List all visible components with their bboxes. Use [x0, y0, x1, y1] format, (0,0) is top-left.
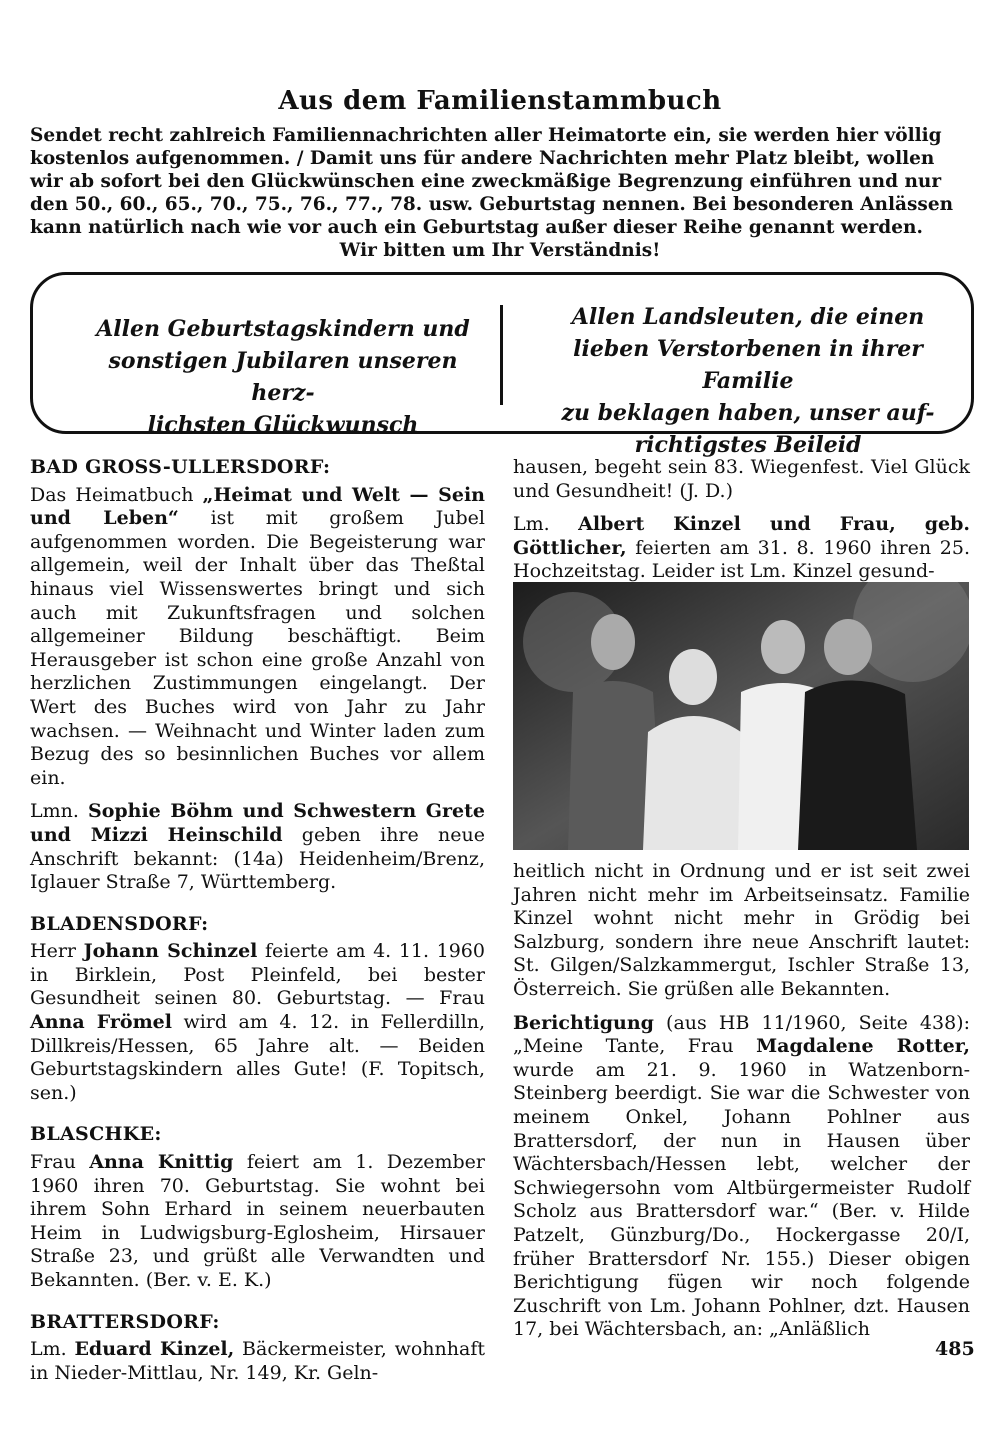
paragraph: Frau Anna Knittig feiert am 1. Dezember 1960 ihren 70. Geburtstag. Sie wohnt bei ihrem Sohn Erhard in seinem neuerbauten Heim in Ludwigsburg-Eglosheim, Hirsauer Straße 23, und grüßt alle Verwandten und Bekannten. (Ber. v. E. K.) [30, 1151, 486, 1291]
paragraph: heitlich nicht in Ordnung und er ist seit zwei Jahren nicht mehr im Arbeitseinsatz. Familie Kinzel wohnt nicht mehr in Grödig bei Salzburg, sondern ihre neue Anschrift lautet: St. Gilgen/Salzkammergut, Ischler Straße 13, Österreich. Sie grüßen alle Bekannten. [513, 860, 970, 1000]
paragraph: Lmn. Sophie Böhm und Schwestern Grete und Mizzi Heinschild geben ihre neue Anschrift bekannt: (14a) Heidenheim/Brenz, Iglauer Straße 7, Württemberg. [30, 800, 485, 894]
paragraph: Lm. Albert Kinzel und Frau, geb. Göttlicher, feierten am 31. 8. 1960 ihren 25. Hochzeitstag. Leider ist Lm. Kinzel gesund- [513, 513, 970, 583]
section-heading: BLADENSDORF: [30, 912, 209, 935]
right-column-top [513, 456, 970, 594]
photo-image [513, 582, 969, 850]
section-heading: BRATTERSDORF: [30, 1310, 220, 1333]
banner-line: Allen Landsleuten, die einen [571, 304, 925, 330]
right-column-bottom [513, 860, 970, 1352]
paragraph: Berichtigung (aus HB 11/1960, Seite 438): „Meine Tante, Frau Magdalene Rotter, wurde am 21. 9. 1960 in Watzenborn-Steinberg beerdigt. Sie war die Schwester von meinem Onkel, Johann Pohlner aus Brattersdorf, der nun in Hausen über Wächtersbach/Hessen lebt, welcher der Schwiegersohn vom Altbürgermeister Rudolf Scholz aus Brattersdorf war.“ (Ber. v. Hilde Patzelt, Günzburg/Do., Hockergasse 20/I, früher Brattersdorf Nr. 155.) Dieser obigen Berichtigung fügen wir noch folgende Zuschrift von Lm. Johann Pohlner, dzt. Hausen 17, bei Wächtersbach, an: „Anläßlich [513, 1011, 970, 1341]
page-title: Aus dem Familienstammbuch [278, 86, 722, 116]
left-column [30, 456, 485, 1395]
paragraph: Herr Johann Schinzel feierte am 4. 11. 1960 in Birklein, Post Pleinfeld, bei bester Gesundheit seinen 80. Geburtstag. — Frau Anna Frömel wird am 4. 12. in Fellerdilln, Dillkreis/Hessen, 65 Jahre alt. — Beiden Geburtstagskindern alles Gute! (F. Topitsch, sen.) [30, 940, 485, 1104]
banner-line: zu beklagen haben, unser auf- [561, 400, 935, 426]
birthday-greeting [93, 313, 473, 441]
intro-text [30, 124, 970, 262]
page-number: 485 [935, 1338, 975, 1360]
banner-divider [500, 305, 503, 405]
paragraph: Lm. Eduard Kinzel, Bäckermeister, wohnhaft in Nieder-Mittlau, Nr. 149, Kr. Geln- [30, 1338, 485, 1384]
paragraph: Das Heimatbuch „Heimat und Welt — Sein und Leben“ ist mit großem Jubel aufgenommen worden. Die Begeisterung war allgemein, weil der Inhalt über das Theßtal hinaus viel Wissenswertes bringt und sich auch mit Zukunftsfragen und solchen allgemeiner Bildung beschäftigt. Beim Herausgeber ist schon eine große Anzahl von herzlichen Zustimmungen eingelangt. Der Wert des Buches wird von Jahr zu Jahr wachsen. — Weihnacht und Winter laden zum Bezug des so besinnlichen Buches vor allem ein. [30, 483, 485, 789]
family-photo [513, 582, 969, 850]
banner-line: lichsten Glückwunsch [147, 412, 419, 438]
intro-line: Sendet recht zahlreich Familiennachrichten aller Heimatorte ein, sie werden hier völlig [30, 125, 942, 146]
section-heading: BLASCHKE: [30, 1123, 162, 1146]
section-heading: BAD GROSS-ULLERSDORF: [30, 456, 331, 478]
condolence-message [538, 301, 958, 461]
intro-closing: Wir bitten um Ihr Verständnis! [339, 240, 661, 261]
paragraph: hausen, begeht sein 83. Wiegenfest. Viel Glück und Gesundheit! (J. D.) [513, 456, 970, 502]
banner-line: Allen Geburtstagskindern und [96, 316, 470, 342]
banner-line: lieben Verstorbenen in ihrer Familie [573, 336, 923, 394]
banner-line: sonstigen Jubilaren unseren herz- [108, 348, 458, 406]
greeting-banner [30, 272, 974, 458]
intro-line: den 50., 60., 65., 70., 75., 76., 77., 78. usw. Geburtstag nennen. Bei besonderen Anlässen [30, 194, 954, 215]
intro-line: kostenlos aufgenommen. / Damit uns für andere Nachrichten mehr Platz bleibt, wollen [30, 148, 935, 169]
intro-line: wir ab sofort bei den Glückwünschen eine zweckmäßige Begrenzung einführen und nur [30, 171, 942, 192]
intro-line: kann natürlich nach wie vor auch ein Geburtstag außer dieser Reihe genannt werden. [30, 217, 923, 238]
banner-line: richtigstes Beileid [634, 432, 862, 458]
